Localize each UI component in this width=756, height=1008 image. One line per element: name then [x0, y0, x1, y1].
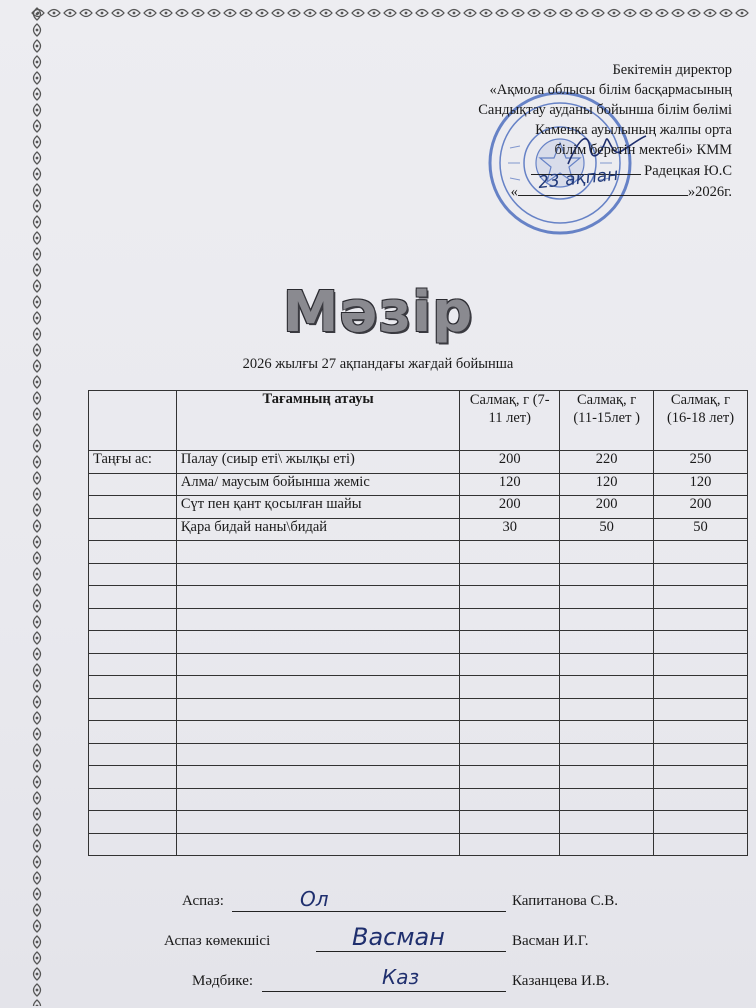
cook-label: Аспаз:: [182, 893, 224, 909]
cell-dish: [176, 698, 459, 721]
cell-weight-16-18: 250: [654, 451, 748, 474]
cell-weight-11-15: [560, 788, 654, 811]
cell-weight-11-15: 120: [560, 473, 654, 496]
table-row: [89, 451, 748, 474]
table-row: [89, 721, 748, 744]
handwritten-date: 23 ақпан: [537, 164, 620, 194]
table-row: [89, 811, 748, 834]
cell-weight-7-11: 200: [460, 451, 560, 474]
cell-dish: [176, 766, 459, 789]
cell-weight-7-11: [460, 766, 560, 789]
cell-weight-16-18: 200: [654, 496, 748, 519]
approval-line-4: Каменка ауылының жалпы орта: [535, 122, 732, 138]
cell-weight-7-11: [460, 676, 560, 699]
cell-dish: [176, 788, 459, 811]
cell-weight-7-11: [460, 743, 560, 766]
table-row: [89, 496, 748, 519]
cell-weight-7-11: [460, 586, 560, 609]
cell-weight-7-11: [460, 608, 560, 631]
cell-weight-16-18: [654, 653, 748, 676]
cell-weight-11-15: [560, 833, 654, 856]
assistant-signature: Васман: [352, 923, 445, 951]
approval-line-1: Бекітемін директор: [612, 62, 732, 78]
cell-meal: [89, 811, 177, 834]
page-subtitle: 2026 жылғы 27 ақпандағы жағдай бойынша: [242, 356, 514, 372]
cell-meal: [89, 653, 177, 676]
table-row: [89, 518, 748, 541]
cell-weight-7-11: [460, 563, 560, 586]
cell-weight-7-11: [460, 833, 560, 856]
cell-meal: [89, 631, 177, 654]
cell-weight-11-15: [560, 766, 654, 789]
table-row: [89, 676, 748, 699]
cell-weight-16-18: [654, 721, 748, 744]
table-row: [89, 631, 748, 654]
cell-meal: [89, 586, 177, 609]
table-row: [89, 788, 748, 811]
table-row: [89, 698, 748, 721]
cell-meal: [89, 788, 177, 811]
header-weight-16-18: Салмақ, г (16-18 лет): [654, 391, 748, 451]
cell-weight-16-18: [654, 833, 748, 856]
cook-name: Капитанова С.В.: [512, 893, 619, 909]
cook-signature: Ол: [300, 887, 329, 911]
cell-weight-16-18: [654, 563, 748, 586]
table-row: [89, 766, 748, 789]
cell-meal: [89, 496, 177, 519]
cell-dish: [176, 721, 459, 744]
table-header-row: [89, 391, 748, 451]
cell-weight-7-11: [460, 698, 560, 721]
page-title: Мәзір: [282, 280, 474, 345]
cell-weight-11-15: [560, 563, 654, 586]
menu-table: [88, 390, 748, 856]
cell-weight-7-11: 200: [460, 496, 560, 519]
header-weight-7-11: Салмақ, г (7-11 лет): [460, 391, 560, 451]
cell-dish: Сүт пен қант қосылған шайы: [176, 496, 459, 519]
cell-dish: [176, 833, 459, 856]
cell-weight-11-15: [560, 743, 654, 766]
cell-dish: Алма/ маусым бойынша жеміс: [176, 473, 459, 496]
header-meal: [89, 391, 177, 451]
manager-signature-line: [262, 990, 506, 992]
date-open-quote: «: [510, 184, 518, 200]
cell-dish: [176, 743, 459, 766]
cell-dish: Палау (сиыр еті\ жылқы еті): [176, 451, 459, 474]
cell-meal: [89, 676, 177, 699]
cell-weight-11-15: [560, 586, 654, 609]
table-row: [89, 586, 748, 609]
cell-meal: [89, 743, 177, 766]
assistant-name: Васман И.Г.: [512, 933, 589, 949]
cell-meal: [89, 766, 177, 789]
table-row: [89, 653, 748, 676]
cell-weight-11-15: [560, 631, 654, 654]
cell-weight-11-15: 200: [560, 496, 654, 519]
header-weight-11-15: Салмақ, г (11-15лет ): [560, 391, 654, 451]
approval-line-5: білім беретін мектебі» КММ: [554, 142, 732, 158]
cell-dish: [176, 676, 459, 699]
cell-meal: [89, 698, 177, 721]
cell-weight-16-18: [654, 608, 748, 631]
cell-dish: [176, 631, 459, 654]
assistant-label: Аспаз көмекшісі: [164, 933, 271, 949]
cell-dish: [176, 541, 459, 564]
cell-weight-11-15: [560, 676, 654, 699]
manager-name: Казанцева И.В.: [512, 973, 610, 989]
cell-weight-11-15: [560, 608, 654, 631]
cell-weight-7-11: [460, 653, 560, 676]
cell-weight-16-18: [654, 541, 748, 564]
cell-meal: [89, 473, 177, 496]
table-row: [89, 743, 748, 766]
approval-line-3: Сандықтау ауданы бойынша білім бөлімі: [478, 102, 732, 118]
cook-signature-line: [232, 910, 506, 912]
cell-dish: [176, 653, 459, 676]
cell-weight-16-18: [654, 676, 748, 699]
manager-signature: Каз: [382, 965, 420, 989]
cell-dish: [176, 608, 459, 631]
cell-weight-16-18: [654, 766, 748, 789]
table-row: [89, 541, 748, 564]
cell-dish: [176, 563, 459, 586]
cell-weight-7-11: 30: [460, 518, 560, 541]
manager-label: Мәдбике:: [192, 973, 254, 989]
cell-weight-11-15: [560, 541, 654, 564]
cell-weight-11-15: [560, 811, 654, 834]
cell-meal: Таңғы ас:: [89, 451, 177, 474]
cell-weight-11-15: [560, 653, 654, 676]
cell-weight-7-11: 120: [460, 473, 560, 496]
cell-weight-16-18: 120: [654, 473, 748, 496]
cell-weight-16-18: [654, 698, 748, 721]
cell-weight-16-18: [654, 586, 748, 609]
cell-meal: [89, 563, 177, 586]
cell-weight-7-11: [460, 541, 560, 564]
cell-weight-16-18: [654, 811, 748, 834]
decorative-border-left: [30, 6, 44, 1006]
director-name: Радецкая Ю.С: [644, 163, 732, 179]
cell-weight-11-15: 220: [560, 451, 654, 474]
cell-weight-7-11: [460, 721, 560, 744]
header-dish: Тағамның атауы: [176, 391, 459, 451]
cell-meal: [89, 518, 177, 541]
cell-weight-16-18: [654, 631, 748, 654]
cell-weight-16-18: [654, 743, 748, 766]
cell-meal: [89, 608, 177, 631]
table-row: [89, 473, 748, 496]
date-suffix: »2026г.: [687, 184, 732, 200]
table-row: [89, 563, 748, 586]
cell-weight-11-15: 50: [560, 518, 654, 541]
cell-weight-16-18: 50: [654, 518, 748, 541]
approval-line-2: «Ақмола облысы білім басқармасының: [489, 82, 732, 98]
cell-weight-11-15: [560, 698, 654, 721]
table-row: [89, 608, 748, 631]
cell-meal: [89, 541, 177, 564]
cell-weight-7-11: [460, 811, 560, 834]
cell-weight-7-11: [460, 631, 560, 654]
decorative-border-top: [30, 6, 750, 20]
cell-weight-7-11: [460, 788, 560, 811]
cell-dish: [176, 811, 459, 834]
cell-dish: [176, 586, 459, 609]
cell-weight-16-18: [654, 788, 748, 811]
cell-meal: [89, 721, 177, 744]
cell-meal: [89, 833, 177, 856]
table-row: [89, 833, 748, 856]
cell-dish: Қара бидай наны\бидай: [176, 518, 459, 541]
cell-weight-11-15: [560, 721, 654, 744]
